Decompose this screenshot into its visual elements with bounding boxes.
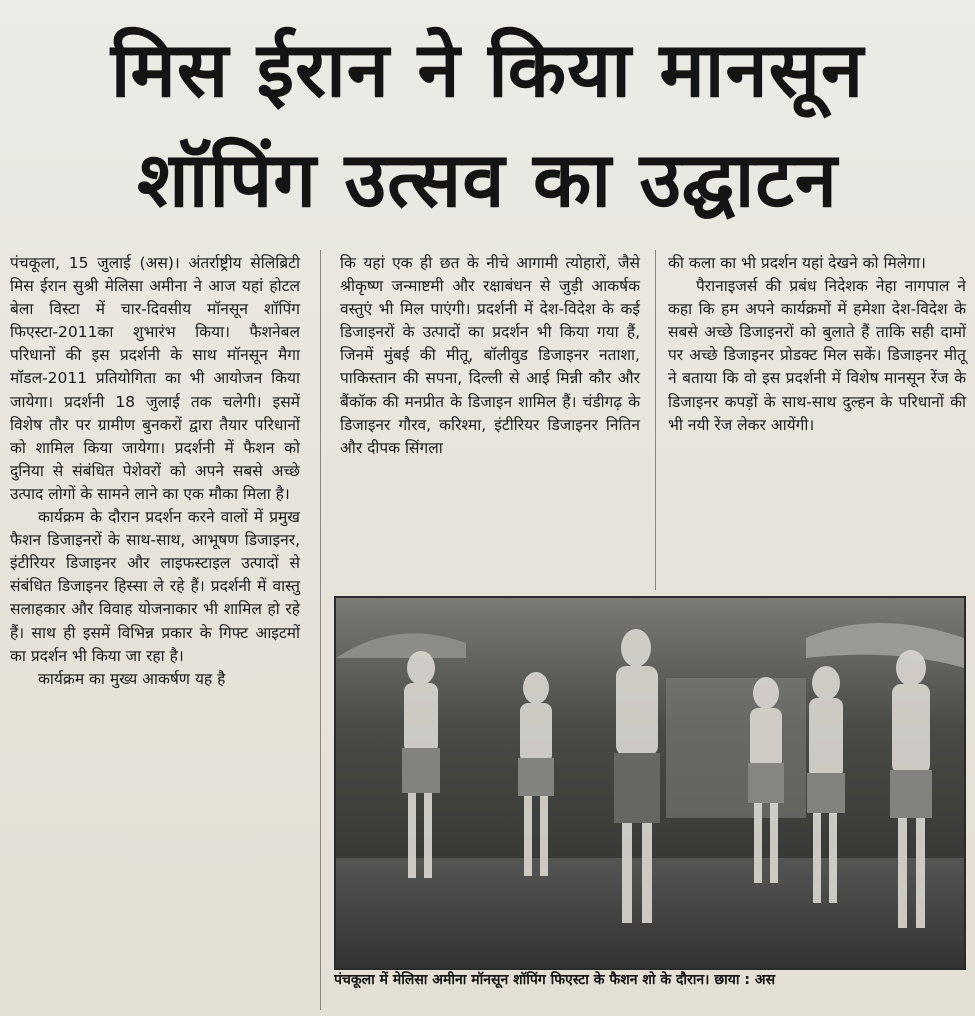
column-divider-1: [320, 250, 321, 1010]
paragraph: की कला का भी प्रदर्शन यहां देखने को मिलेगा।: [668, 254, 926, 272]
photo-caption: पंचकूला में मेलिसा अमीना मॉनसून शॉपिंग फिएस्टा के फैशन शो के दौरान। छाया : अस: [334, 972, 776, 988]
photo-illustration: [336, 598, 964, 968]
article-column-2: [340, 252, 640, 587]
fashion-show-photo: [334, 596, 966, 970]
paragraph: कार्यक्रम का मुख्य आकर्षण यह है: [38, 669, 226, 688]
article-column-1: [10, 252, 300, 1012]
article-column-3: [668, 252, 966, 587]
paragraph: कि यहां एक ही छत के नीचे आगामी त्योहारों, जैसे श्रीकृष्ण जन्माष्टमी और रक्षाबंधन से जुड़ी आकर्षक वस्तुएं भी मिल पाएंगी। प्रदर्शनी में देश-विदेश के कई डिजाइनरों के उत्पादों का प्रदर्शन भी किया गया हैं, जिनमें मुंबई की मीतू, बॉलीवुड डिजाइनर नताशा, पाकिस्तान की सपना, दिल्ली से आई मिन्नी कौर और बैंकॉक की मनप्रीत के डिजाइन शामिल हैं। चंडीगढ़ के डिजाइनर गौरव, करिश्मा, इंटीरियर डिजाइनर नितिन और दीपक सिंगला: [340, 254, 640, 457]
headline-line-2: शॉपिंग उत्सव का उद्घाटन: [137, 135, 838, 224]
headline-line-1: मिस ईरान ने किया मानसून: [110, 25, 865, 114]
paragraph: पैरानाइजर्स की प्रबंध निदेशक नेहा नागपाल ने कहा कि हम अपने कार्यक्रमों में हमेशा देश-विदेश के सबसे अच्छे डिजाइनरों को बुलाते हैं ताकि सही दामों पर अच्छे डिजाइनर प्रोडक्ट मिल सकें। डिजाइनर मीतू ने बताया कि वो इस प्रदर्शनी में विशेष मानसून रेंज के डिजाइनर कपड़ों के साथ-साथ दुल्हन के परिधानों की भी नयी रेंज लेकर आयेंगी।: [668, 277, 966, 434]
paragraph: कार्यक्रम के दौरान प्रदर्शन करने वालों में प्रमुख फैशन डिजाइनरों के साथ-साथ, आभूषण डिजाइनर, इंटीरियर डिजाइनर और लाइफस्टाइल उत्पादों से संबंधित डिजाइनर हिस्सा ले रहे हैं। प्रदर्शनी में वास्तु सलाहकार और विवाह योजनाकार भी शामिल हो रहे हैं। साथ ही इसमें विभिन्न प्रकार के गिफ्ट आइटमों का प्रदर्शन भी किया जा रहा है।: [10, 508, 300, 665]
column-divider-2: [655, 250, 656, 590]
paragraph: पंचकूला, 15 जुलाई (अस)। अंतर्राष्ट्रीय सेलिब्रिटी मिस ईरान सुश्री मेलिसा अमीना ने आज यहां होटल बेला विस्टा में चार-दिवसीय मॉनसून शॉपिंग फिएस्टा-2011का शुभारंभ किया। फैशनेबल परिधानों की इस प्रदर्शनी के साथ मॉनसून मैगा मॉडल-2011 प्रतियोगिता का भी आयोजन किया जायेगा। प्रदर्शनी 18 जुलाई तक चलेगी। इसमें विशेष तौर पर ग्रामीण बुनकरों द्वारा तैयार परिधानों को शामिल किया जायेगा। प्रदर्शनी में फैशन को दुनिया से संबंधित पेशेवरों को अपने सबसे अच्छे उत्पाद लोगों के सामने लाने का एक मौका मिला है।: [10, 254, 300, 503]
